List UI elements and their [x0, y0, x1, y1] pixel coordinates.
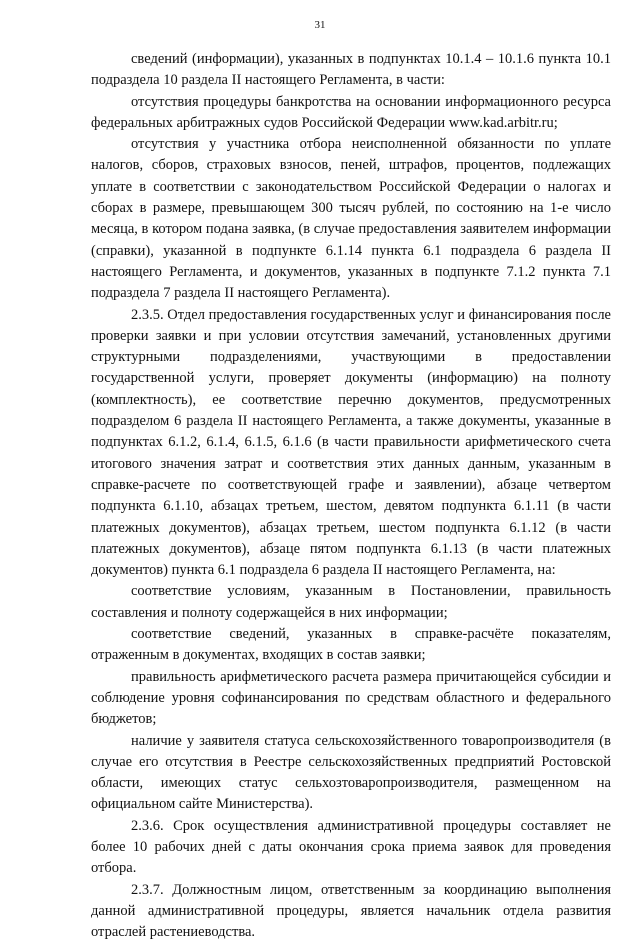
paragraph-5: соответствие условиям, указанным в Постановлении, правильность составления и полноту содержащейся в них информации;: [91, 583, 611, 621]
paragraph-1: сведений (информации), указанных в подпунктах 10.1.4 – 10.1.6 пункта 10.1 подраздела 10 раздела II настоящего Регламента, в части:: [91, 51, 611, 89]
document-body: [91, 49, 611, 943]
paragraph-7: правильность арифметического расчета размера причитающейся субсидии и соблюдение уровня софинансирования по средствам областного и федерального бюджетов;: [91, 668, 611, 728]
page-number: 31: [314, 19, 326, 31]
paragraph-6: соответствие сведений, указанных в справке-расчёте показателям, отраженным в документах, входящих в состав заявки;: [91, 626, 611, 664]
paragraph-3: отсутствия у участника отбора неисполненной обязанности по уплате налогов, сборов, страховых взносов, пеней, штрафов, процентов, подлежащих уплате в соответствии с законодательством Российской Федерации о налогах и сборах в размере, превышающем 300 тысяч рублей, по состоянию на 1-е число месяца, в котором подана заявка, (в случае предоставления заявителем информации (справки), указанной в подпункте 6.1.14 пункта 6.1 подраздела 6 раздела II настоящего Регламента, и документов, указанных в подпункте 7.1.2 пункта 7.1 подраздела 7 раздела II настоящего Регламента).: [91, 136, 611, 302]
paragraph-8: наличие у заявителя статуса сельскохозяйственного товаропроизводителя (в случае его отсутствия в Реестре сельскохозяйственных предприятий Ростовской области, имеющих статус сельхозтоваропроизводителя, размещенном на официальном сайте Министерства).: [91, 732, 611, 813]
paragraph-2: отсутствия процедуры банкротства на основании информационного ресурса федеральных арбитражных судов Российской Федерации www.kad.arbitr.ru;: [91, 93, 611, 131]
paragraph-4: 2.3.5. Отдел предоставления государственных услуг и финансирования после проверки заявки и при условии отсутствия замечаний, установленных другими структурными подразделениями, участвующими в предоставлении государственной услуги, проверяет документы (информацию) на полноту (комплектность), ее соответствие перечню документов, предусмотренных подразделом 6 раздела II настоящего Регламента, а также документы, указанные в подпунктах 6.1.2, 6.1.4, 6.1.5, 6.1.6 (в части правильности арифметического счета итогового значения затрат и соответствия этих данных данным, указанным в справке-расчете по соответствующей графе и заявлении), абзаце четвертом подпункта 6.1.10, абзацах третьем, шестом, девятом подпункта 6.1.11 (в части платежных документов), абзацах третьем, шестом подпункта 6.1.12 (в части платежных документов), абзаце пятом подпункта 6.1.13 (в части платежных документов) пункта 6.1 подраздела 6 раздела II настоящего Регламента, на:: [91, 306, 611, 579]
paragraph-9: 2.3.6. Срок осуществления административной процедуры составляет не более 10 рабочих дней с даты окончания срока приема заявок для проведения отбора.: [91, 817, 611, 877]
paragraph-10: 2.3.7. Должностным лицом, ответственным за координацию выполнения данной административной процедуры, является начальник отдела развития отраслей растениеводства.: [91, 881, 611, 941]
